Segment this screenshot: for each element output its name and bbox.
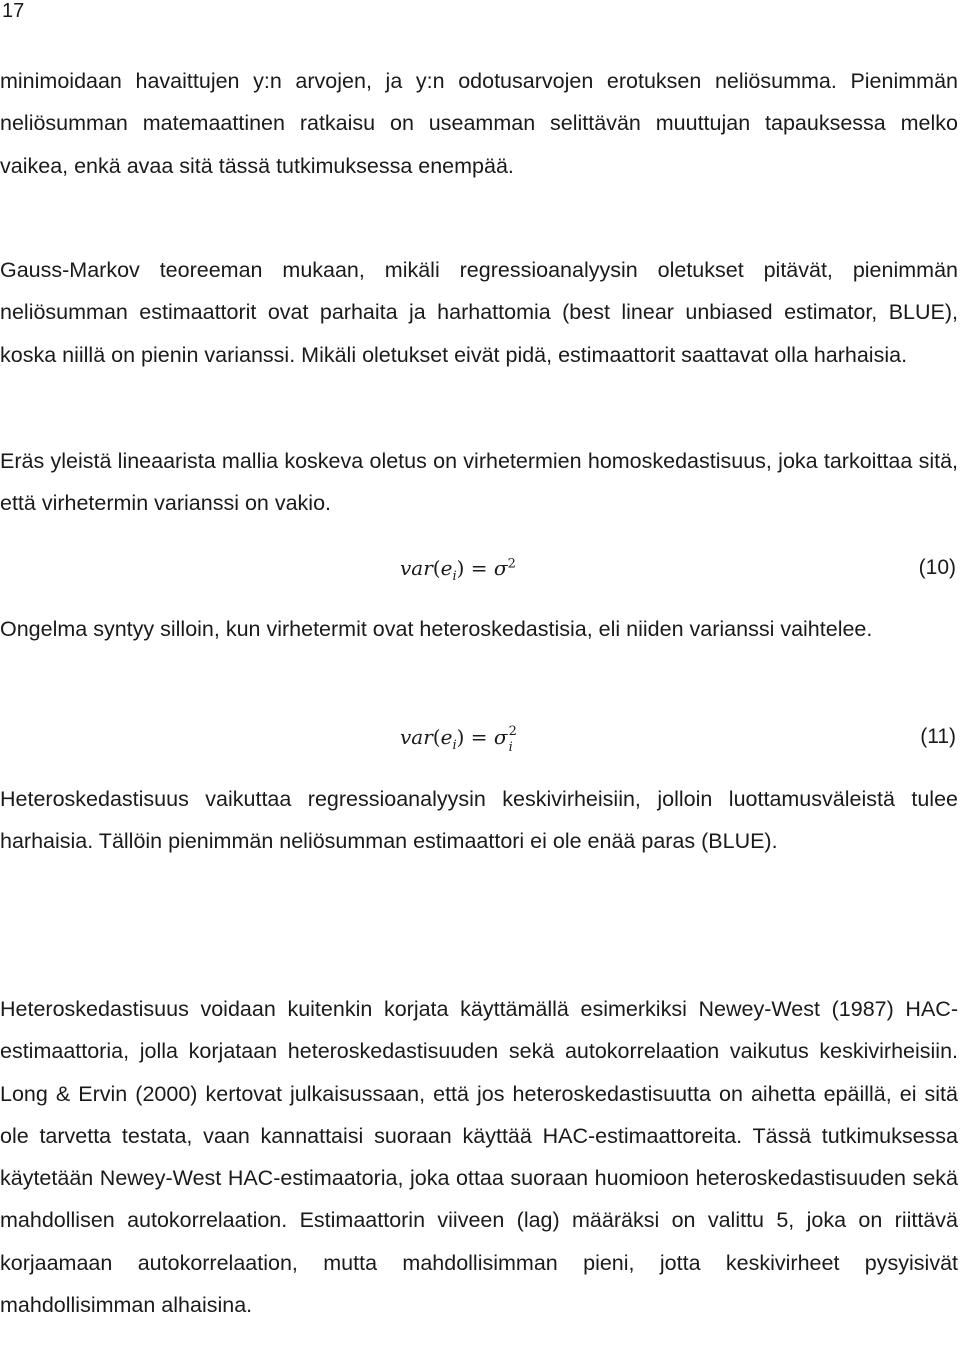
equation-number: (10) — [918, 556, 956, 579]
equation-sigma-subscript: i — [508, 740, 513, 755]
equation-sigma: σ — [493, 725, 508, 749]
paragraph-standard-errors: Heteroskedastisuus vaikuttaa regressioanalyysin keskivirheisiin, jolloin luottamusväleistä tulee harhaisia. Tällöin pienimmän neliösumman estimaattori ei ole enää paras (BLUE). — [0, 787, 958, 854]
paragraph-newey-west: Heteroskedastisuus voidaan kuitenkin korjata käyttämällä esimerkiksi Newey-West (1987) HAC-estimaattoria, jolla korjataan heteroskedastisuuden sekä autokorrelaation vaikutus keskivirheisiin. Long & Ervin (2000) kertovat julkaisussaan, että jos heteroskedastisuutta on aihetta epäillä, ei sitä ole tarvetta testata, vaan kannattaisi suoraan käyttää HAC-estimaattoreita. Tässä tutkimuksessa käytetään Newey-West HAC-estimaatoria, joka ottaa suoraan huomioon heteroskedastisuuden sekä mahdollisen autokorrelaation. Estimaattorin viiveen (lag) määräksi on valittu 5, joka on riittävä korjaamaan autokorrelaation, mutta mahdollisimman pieni, jotta keskivirheet pysyisivät mahdollisimman alhaisina. — [0, 997, 958, 1318]
equation-equals: = — [470, 725, 488, 749]
equation-function: var — [400, 556, 433, 580]
equation-11: $var(e_i) = \sigma$ 2 i — [400, 722, 518, 752]
paragraph-heteroskedasticity: Ongelma syntyy silloin, kun virhetermit ovat heteroskedastisia, eli niiden varianssi vaihtelee. — [0, 617, 873, 641]
equation-variable: e — [440, 725, 453, 749]
equation-subscript: i — [452, 738, 457, 753]
paragraph-intro: minimoidaan havaittujen y:n arvojen, ja y:n odotusarvojen erotuksen neliösumma. Pienimmän neliösumman matemaattinen ratkaisu on useamman selittävän muuttujan tapauksessa melko vaikea, enkä avaa sitä tässä tutkimuksessa enempää. — [0, 69, 958, 178]
equation-10: $var(e_i) = \sigma^2$ — [400, 556, 516, 584]
page-number: 17 — [2, 0, 25, 22]
equation-exponent: 2 — [507, 556, 516, 572]
paragraph-gauss-markov: Gauss-Markov teoreeman mukaan, mikäli regressioanalyysin oletukset pitävät, pienimmän neliösumman estimaattorit ovat parhaita ja harhattomia (best linear unbiased estimator, BLUE), koska niillä on pienin varianssi. Mikäli oletukset eivät pidä, estimaattorit saattavat olla harhaisia. — [0, 258, 958, 367]
equation-11-row — [0, 722, 958, 756]
equation-number: (11) — [920, 725, 956, 748]
equation-sigma: σ — [493, 556, 508, 580]
equation-subscript: i — [452, 569, 457, 584]
equation-function: var — [400, 725, 433, 749]
equation-equals: = — [470, 556, 488, 580]
paragraph-homoskedasticity: Eräs yleistä lineaarista mallia koskeva oletus on virhetermien homoskedastisuus, joka tarkoittaa sitä, että virhetermin varianssi on vakio. — [0, 449, 958, 516]
equation-10-row — [0, 553, 958, 587]
equation-exponent: 2 — [508, 724, 517, 739]
equation-variable: e — [440, 556, 453, 580]
